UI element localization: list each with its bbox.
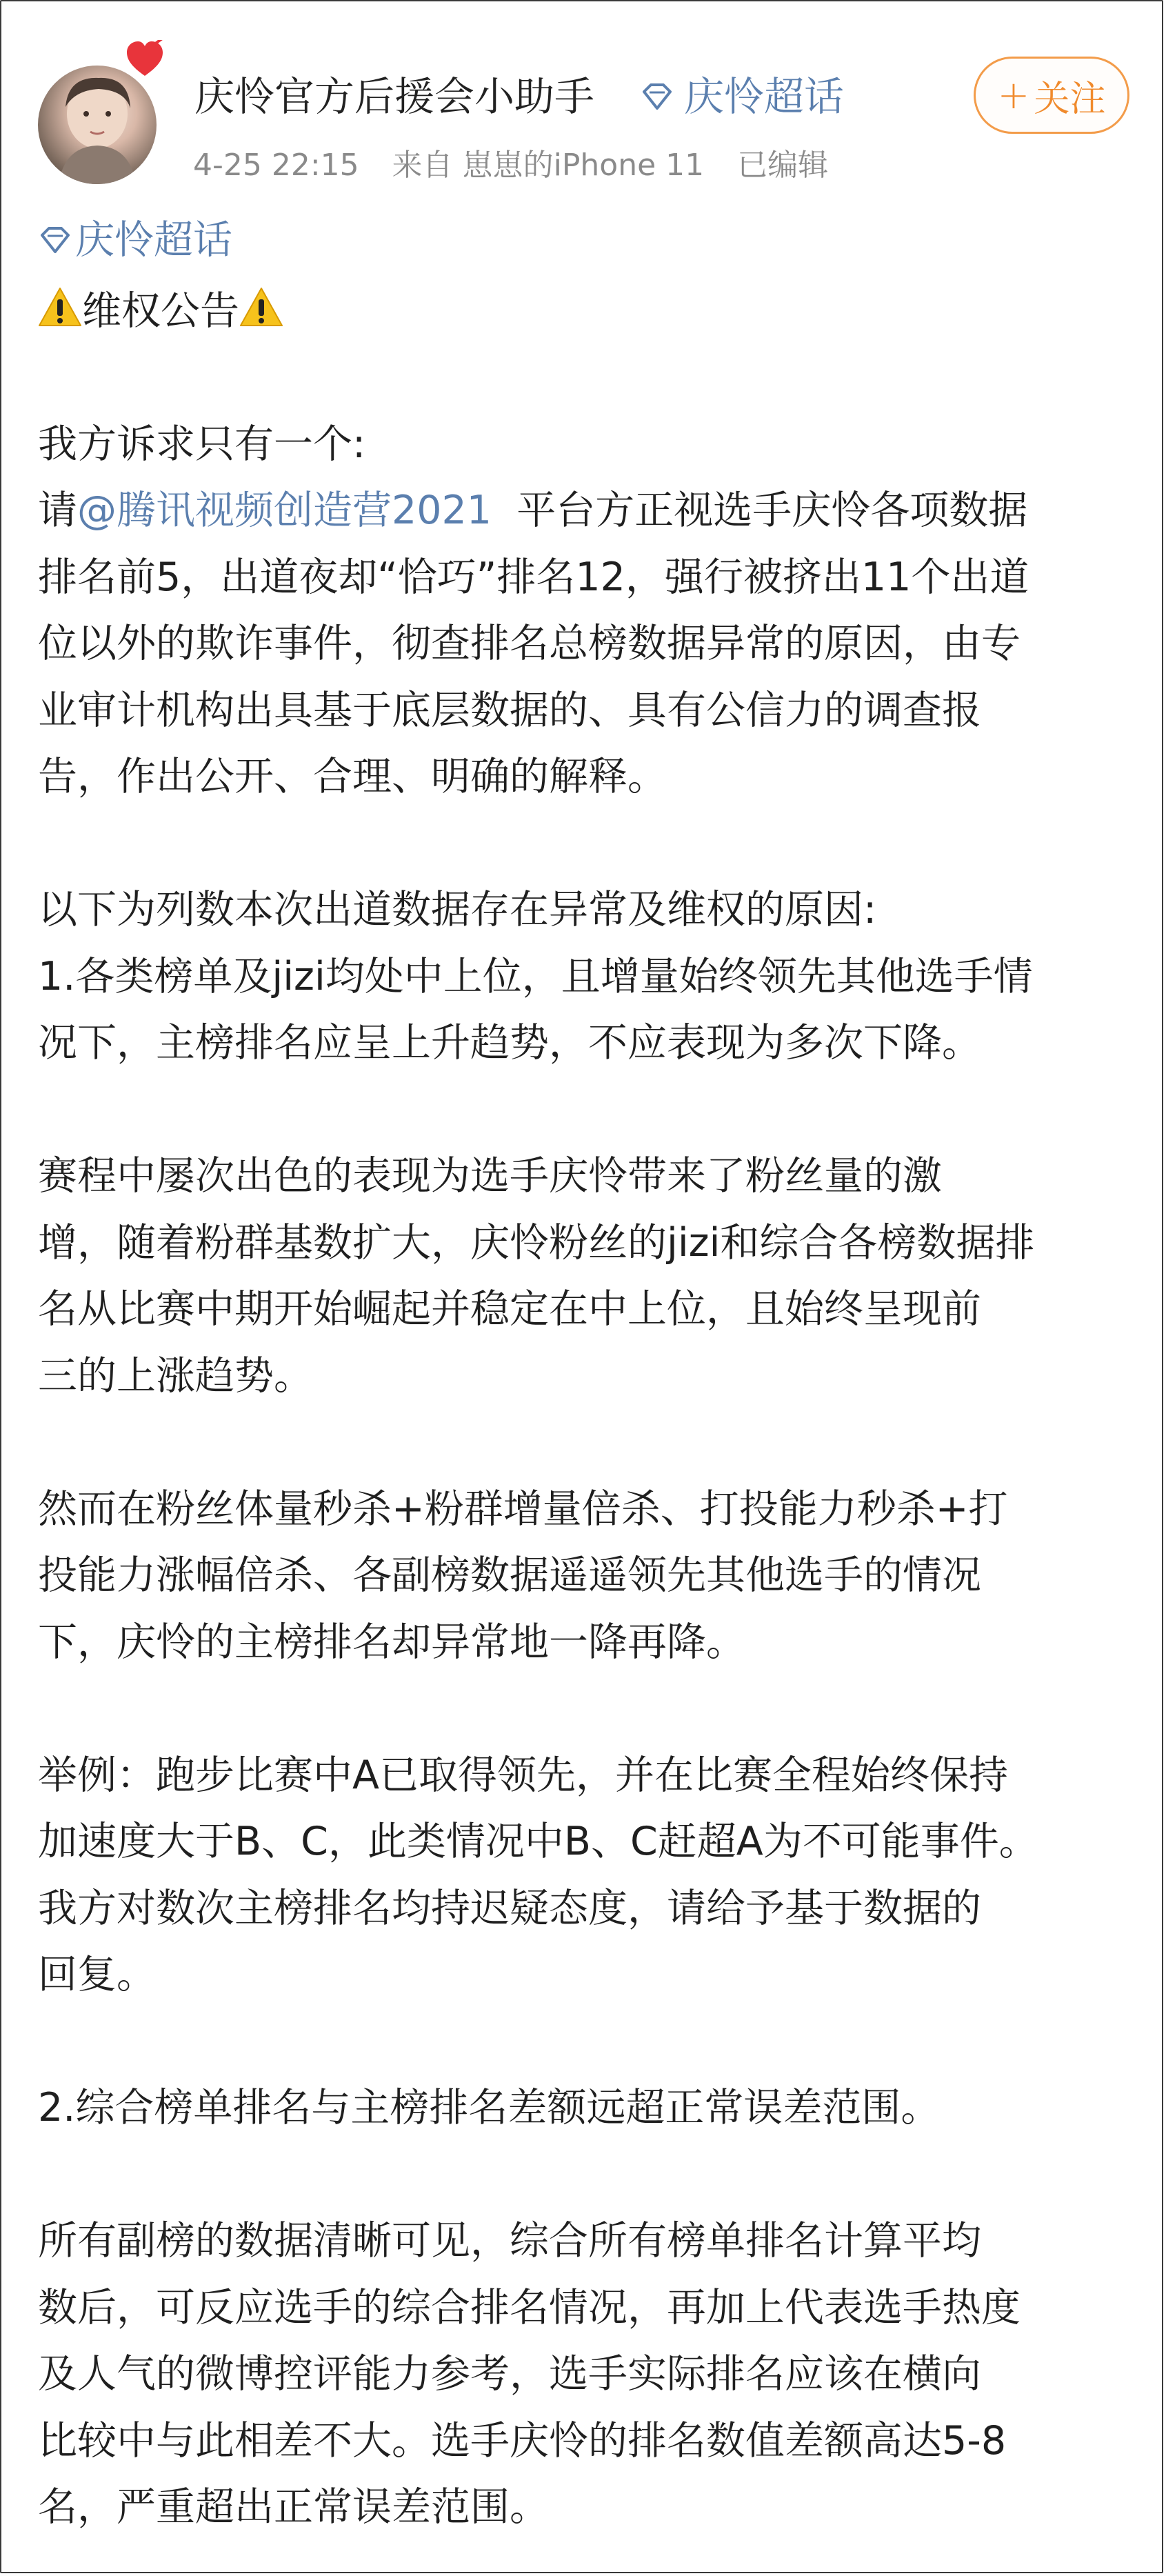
author-name[interactable]: 庆怜官方后援会小助手: [194, 73, 595, 120]
avatar[interactable]: [38, 66, 157, 184]
follow-button[interactable]: [974, 57, 1129, 134]
warning-icon: [38, 286, 82, 330]
topic-line: [38, 207, 1134, 278]
spacer: [38, 810, 1134, 877]
heart-icon: [124, 40, 165, 81]
text-line: 2.综合榜单排名与主榜排名差额远超正常误差范围。: [38, 2085, 941, 2131]
text-line: 我方诉求只有一个:: [38, 421, 366, 467]
text-line: 名，严重超出正常误差范围。: [38, 2484, 549, 2530]
text-line: 告，作出公开、合理、明确的解释。: [38, 754, 667, 800]
post-header: [0, 0, 1166, 200]
text-line: 数后，可反应选手的综合排名情况，再加上代表选手热度: [38, 2284, 1021, 2330]
chaohua-tag-link[interactable]: [640, 69, 844, 124]
post-meta: [193, 145, 852, 186]
request-suffix: 平台方正视选手庆怜各项数据: [492, 488, 1028, 534]
text-line: 回复。: [38, 1952, 156, 1998]
text-line: 业审计机构出具基于底层数据的、具有公信力的调查报: [38, 687, 981, 733]
text-line: 名从比赛中期开始崛起并稳定在中上位，且始终呈现前: [38, 1286, 981, 1332]
diamond-icon: [640, 79, 674, 114]
text-line: 排名前5，出道夜却“恰巧”排名12，强行被挤出11个出道: [38, 554, 1029, 600]
topic-link[interactable]: [38, 207, 232, 274]
text-line: 举例：跑步比赛中A已取得领先，并在比赛全程始终保持: [38, 1752, 1008, 1798]
text-line: 加速度大于B、C，此类情况中B、C赶超A为不可能事件。: [38, 1819, 1038, 1865]
text-line: 比较中与此相差不大。选手庆怜的排名数值差额高达5-8: [38, 2417, 1007, 2464]
text-line: 以下为列数本次出道数据存在异常及维权的原因:: [38, 887, 877, 933]
spacer: [38, 1675, 1134, 1742]
text-line: 我方对数次主榜排名均持迟疑态度，请给予基于数据的: [38, 1885, 981, 1931]
post-title: 维权公告: [82, 288, 239, 334]
spacer: [38, 344, 1134, 411]
text-line: 投能力涨幅倍杀、各副榜数据遥遥领先其他选手的情况: [38, 1552, 981, 1599]
warning-icon: [239, 286, 283, 330]
text-line: 1.各类榜单及jizi均处中上位，且增量始终领先其他选手情: [38, 953, 1033, 999]
text-line: 下，庆怜的主榜排名却异常地一降再降。: [38, 1619, 745, 1665]
text-line: 及人气的微博控评能力参考，选手实际排名应该在横向: [38, 2351, 981, 2397]
text-line: 赛程中屡次出色的表现为选手庆怜带来了粉丝量的激: [38, 1153, 942, 1199]
text-line: 位以外的欺诈事件，彻查排名总榜数据异常的原因，由专: [38, 621, 1021, 667]
chaohua-tag-label: 庆怜超话: [684, 73, 845, 120]
avatar-portrait-icon: [38, 66, 157, 184]
topic-label: 庆怜超话: [75, 217, 232, 263]
text-line: 况下，主榜排名应呈上升趋势，不应表现为多次下降。: [38, 1020, 981, 1066]
follow-label: 关注: [1034, 78, 1106, 120]
text-line: 所有副榜的数据清晰可见，综合所有榜单排名计算平均: [38, 2218, 981, 2264]
spacer: [38, 1409, 1134, 1476]
post-source: 来自 崽崽的iPhone 11: [392, 148, 705, 183]
request-line: [38, 477, 1134, 544]
post-time: 4-25 22:15: [193, 148, 359, 183]
plus-icon: +: [997, 72, 1030, 118]
text-line: 增，随着粉群基数扩大，庆怜粉丝的jizi和综合各榜数据排: [38, 1219, 1035, 1266]
spacer: [38, 1077, 1134, 1144]
post-edited[interactable]: 已编辑: [737, 148, 829, 183]
request-prefix: 请: [38, 488, 77, 534]
spacer: [38, 2008, 1134, 2075]
diamond-icon: [38, 223, 72, 257]
title-line: [38, 278, 1134, 345]
text-line: 然而在粉丝体量秒杀+粉群增量倍杀、打投能力秒杀+打: [38, 1486, 1008, 1532]
spacer: [38, 2141, 1134, 2208]
text-line: 三的上涨趋势。: [38, 1352, 313, 1399]
post-body: [38, 207, 1134, 2541]
mention-link[interactable]: @腾讯视频创造营2021: [77, 488, 492, 534]
